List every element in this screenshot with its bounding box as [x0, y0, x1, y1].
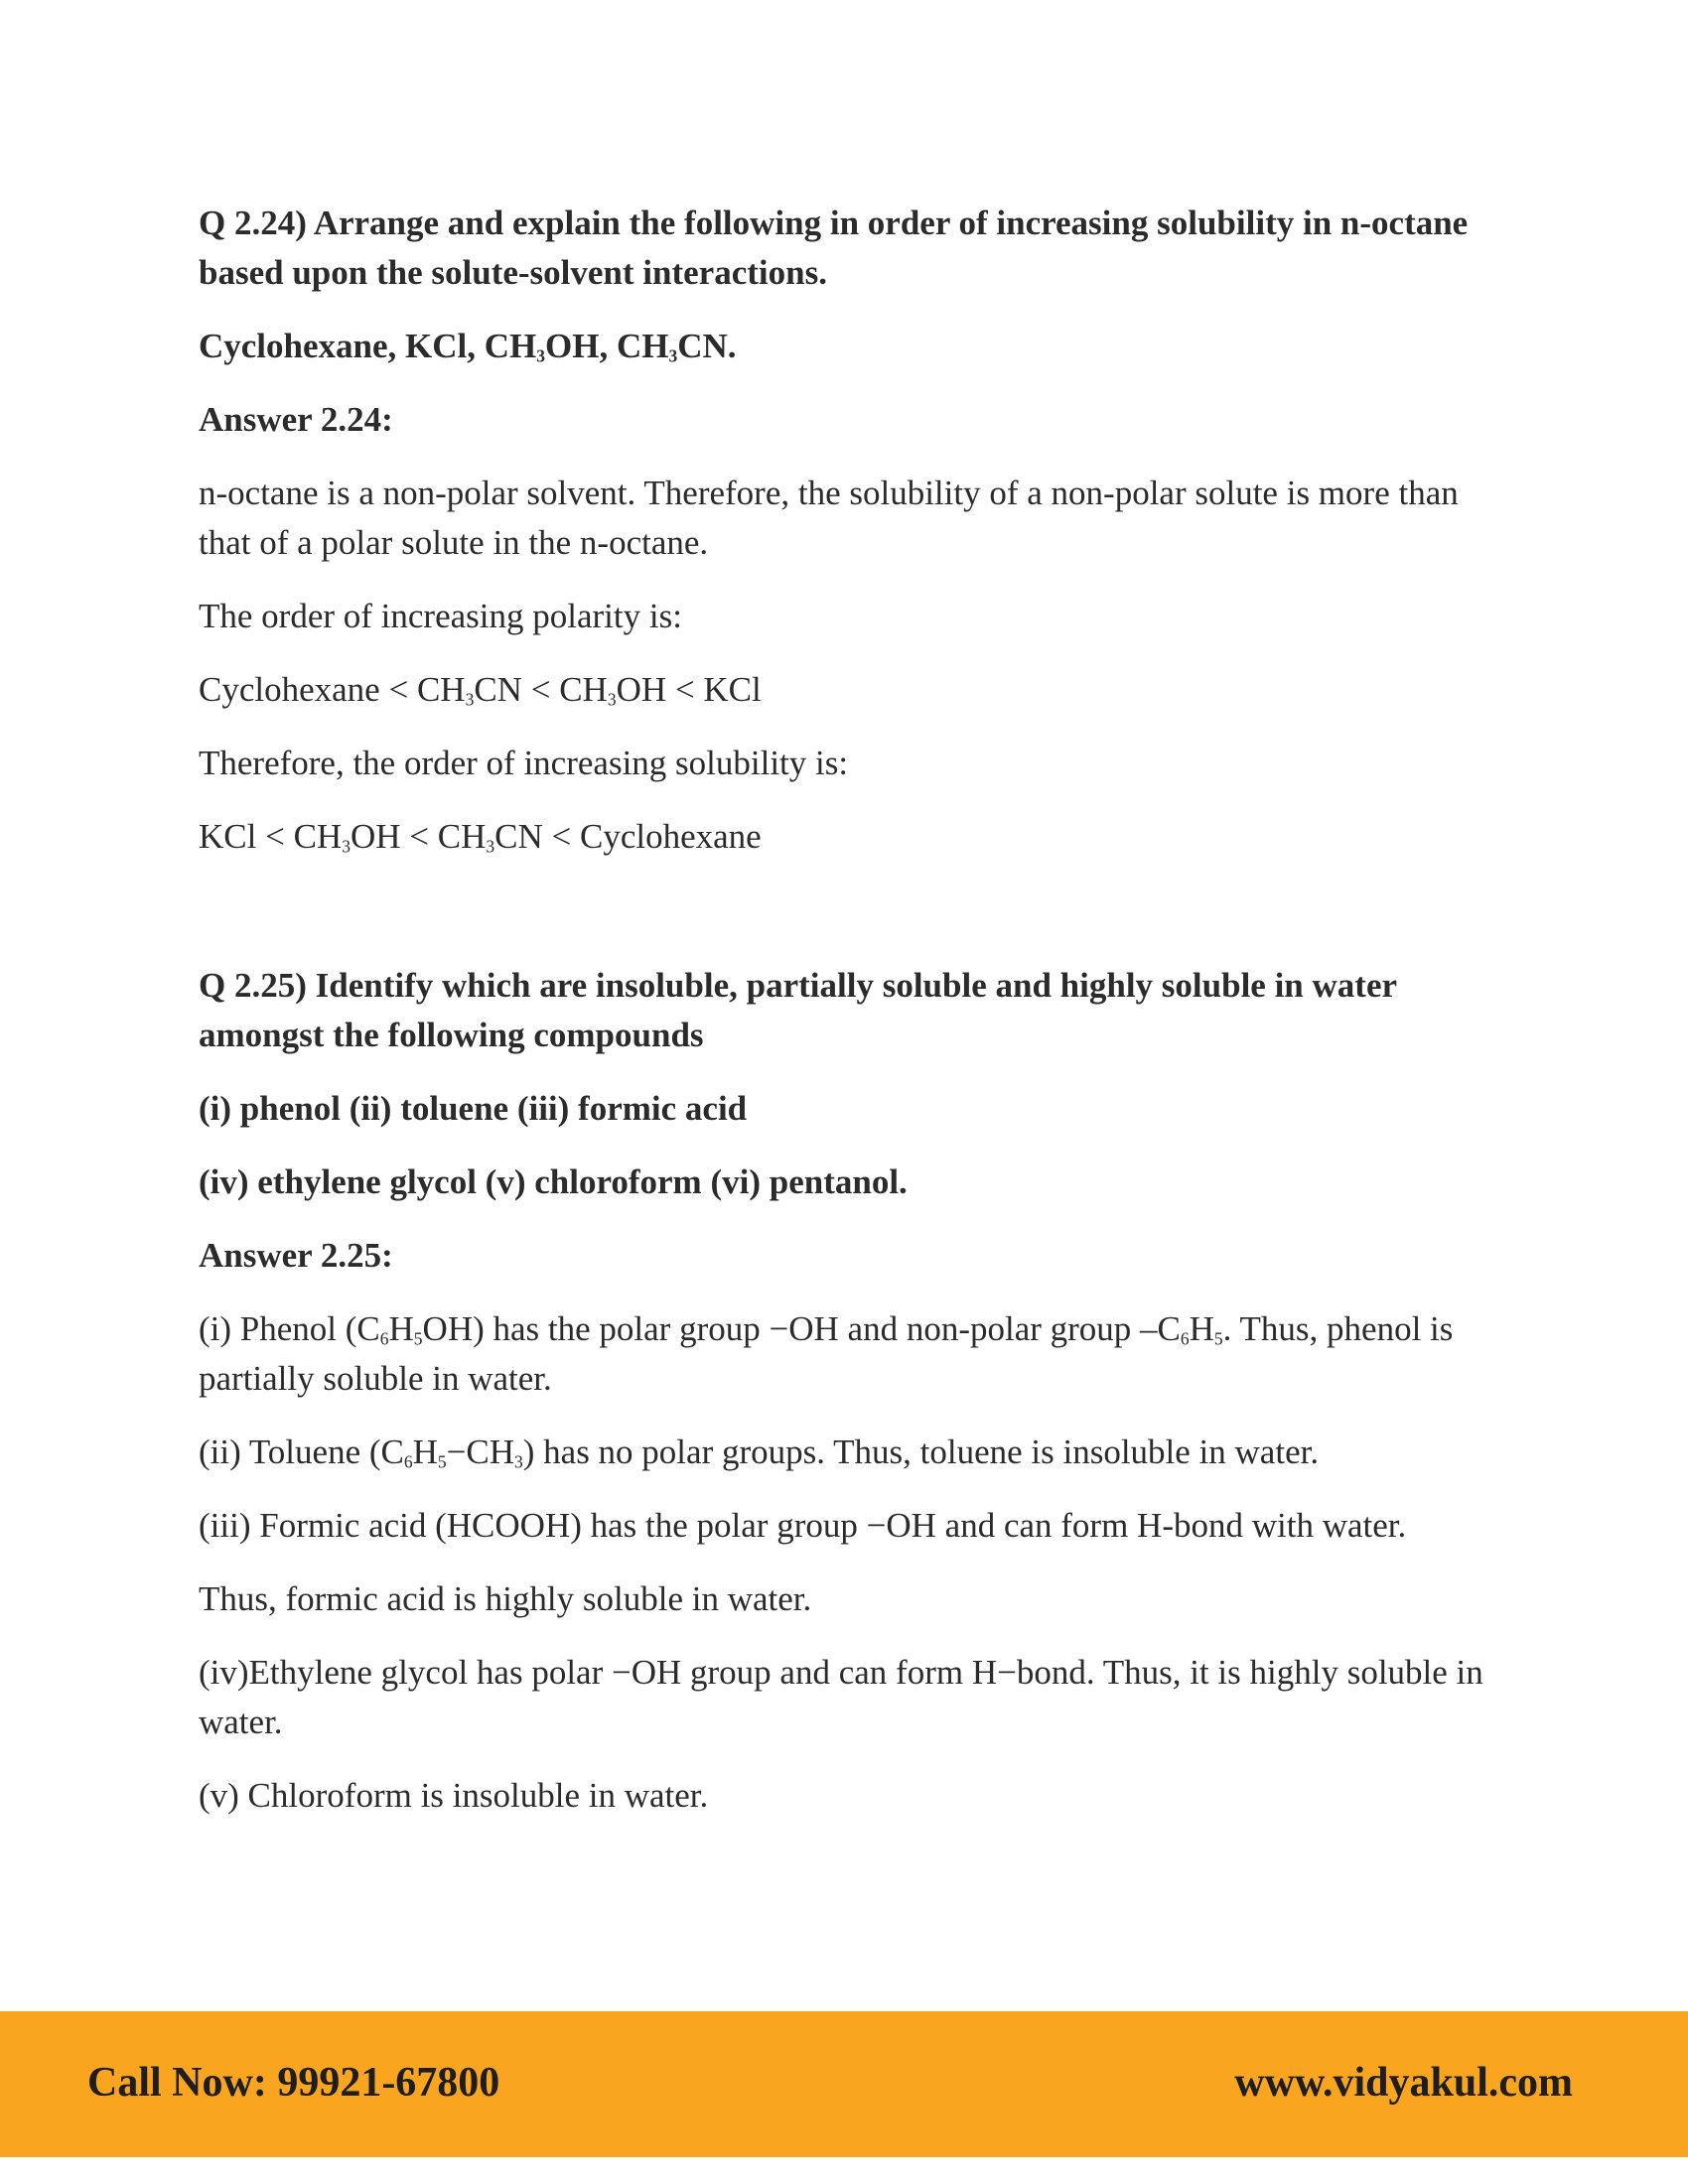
- question-2-24-title: Q 2.24) Arrange and explain the following in order of increasing solubility in n-octane based upon the solute-solvent interactions.: [199, 204, 1469, 292]
- answer-2-24-label: Answer 2.24:: [199, 400, 393, 439]
- footer-banner: [0, 2011, 1688, 2157]
- question-2-24-compounds: Cyclohexane, KCl, $CH_3OH$, $CH_3CN$.: [199, 327, 737, 366]
- question-2-25-title: Q 2.25) Identify which are insoluble, partially soluble and highly soluble in water amongst the following compounds: [199, 966, 1397, 1054]
- question-2-25-list-1: (i) phenol (ii) toluene (iii) formic acid: [199, 1089, 748, 1128]
- answer-phenol: (i) Phenol $(C_6H_5OH)$ has the polar group −OH and non-polar group $-C_6H_5$. Thus, phenol is partially soluble in water.: [199, 1309, 1454, 1398]
- solubility-order: KCl < $CH_3OH < CH_3CN$ < Cyclohexane: [199, 817, 762, 857]
- answer-chloroform: (v) Chloroform is insoluble in water.: [199, 1776, 709, 1815]
- answer-2-24-para: n-octane is a non-polar solvent. Therefore, the solubility of a non-polar solute is more than that of a polar solute in the n-octane.: [199, 474, 1459, 562]
- solubility-intro: Therefore, the order of increasing solubility is:: [199, 744, 849, 782]
- polarity-order: Cyclohexane < $CH_3CN < CH_3OH$ < KCl: [199, 670, 762, 710]
- page-content: [199, 199, 1499, 1844]
- answer-2-25-label: Answer 2.25:: [199, 1236, 393, 1275]
- section-gap: [199, 886, 1499, 961]
- answer-toluene: (ii) Toluene $(C_6H_5-CH_3)$ has no polar groups. Thus, toluene is insoluble in water.: [199, 1433, 1320, 1472]
- polarity-intro: The order of increasing polarity is:: [199, 597, 682, 635]
- question-2-25-list-2: (iv) ethylene glycol (v) chloroform (vi) pentanol.: [199, 1162, 908, 1201]
- call-now-text[interactable]: Call Now: 99921-67800: [87, 2060, 500, 2106]
- website-link[interactable]: www.vidyakul.com: [1234, 2060, 1573, 2106]
- answer-ethylene-glycol: (iv)Ethylene glycol has polar −OH group and can form H−bond. Thus, it is highly soluble in water.: [199, 1653, 1483, 1741]
- answer-formic-conclusion: Thus, formic acid is highly soluble in water.: [199, 1579, 812, 1618]
- answer-formic-acid: (iii) Formic acid (HCOOH) has the polar group −OH and can form H-bond with water.: [199, 1506, 1407, 1545]
